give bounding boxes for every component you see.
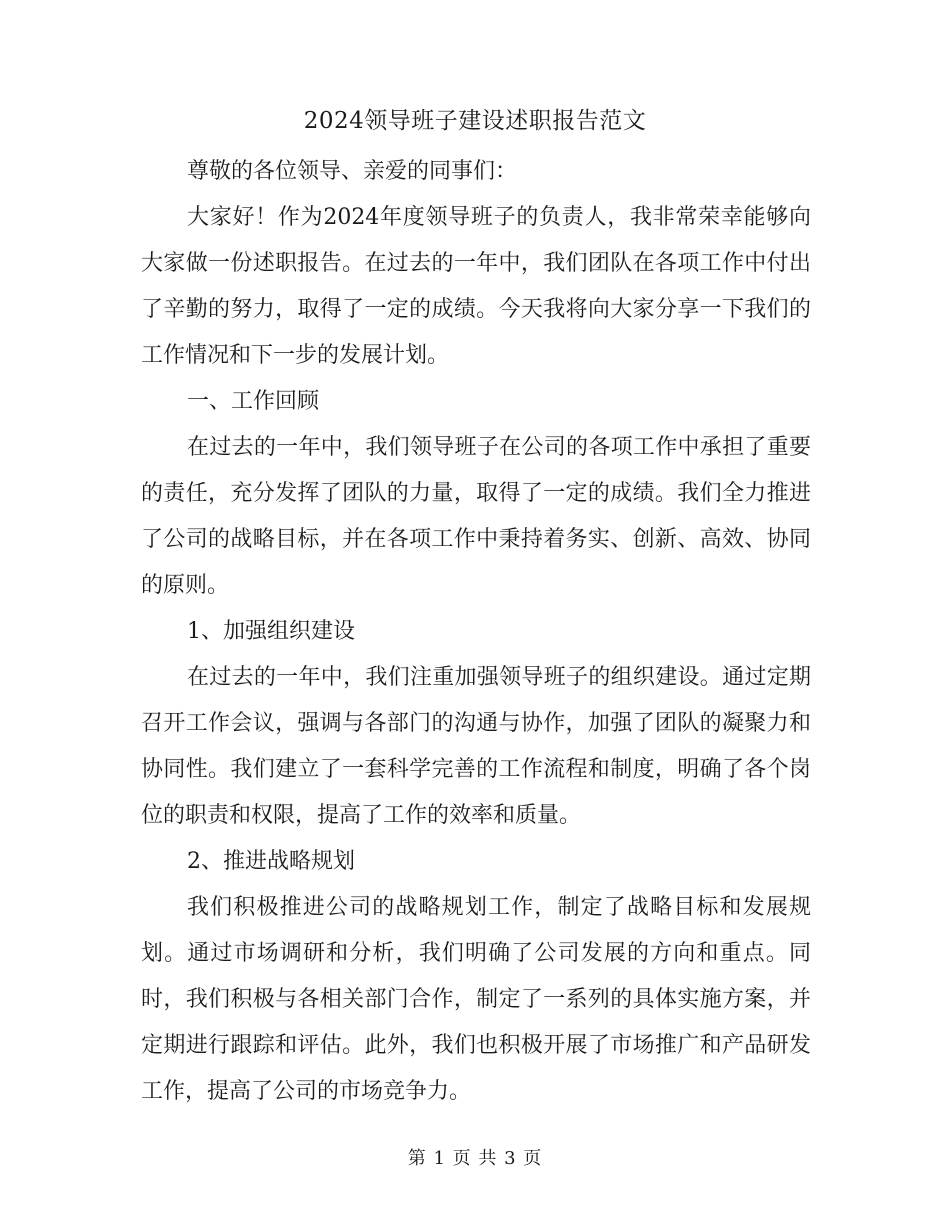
- intro-paragraph: 大家好！作为2024年度领导班子的负责人，我非常荣幸能够向大家做一份述职报告。在过去的一年中，我们团队在各项工作中付出了辛勤的努力，取得了一定的成绩。今天我将向大家分享一下我们的工作情况和下一步的发展计划。: [141, 205, 811, 368]
- subheading-strategy: 2、推进战略规划: [187, 849, 355, 874]
- page-number-footer: [0, 1146, 950, 1172]
- work-review-paragraph: 在过去的一年中，我们领导班子在公司的各项工作中承担了重要的责任，充分发挥了团队的力量，取得了一定的成绩。我们全力推进了公司的战略目标，并在各项工作中秉持着务实、创新、高效、协同的原则。: [141, 435, 811, 598]
- organization-paragraph: 在过去的一年中，我们注重加强领导班子的组织建设。通过定期召开工作会议，强调与各部门的沟通与协作，加强了团队的凝聚力和协同性。我们建立了一套科学完善的工作流程和制度，明确了各个岗位的职责和权限，提高了工作的效率和质量。: [141, 665, 811, 828]
- salutation: 尊敬的各位领导、亲爱的同事们：: [187, 159, 518, 184]
- subheading-organization: 1、加强组织建设: [187, 619, 355, 644]
- document-body: [141, 149, 811, 1115]
- document-title: 2024领导班子建设述职报告范文: [303, 108, 647, 134]
- strategy-paragraph: 我们积极推进公司的战略规划工作，制定了战略目标和发展规划。通过市场调研和分析，我们明确了公司发展的方向和重点。同时，我们积极与各相关部门合作，制定了一系列的具体实施方案，并定期进行跟踪和评估。此外，我们也积极开展了市场推广和产品研发工作，提高了公司的市场竞争力。: [141, 895, 811, 1104]
- page-number-label: 第 1 页 共 3 页: [407, 1148, 543, 1169]
- section-heading-work-review: 一、工作回顾: [187, 389, 320, 414]
